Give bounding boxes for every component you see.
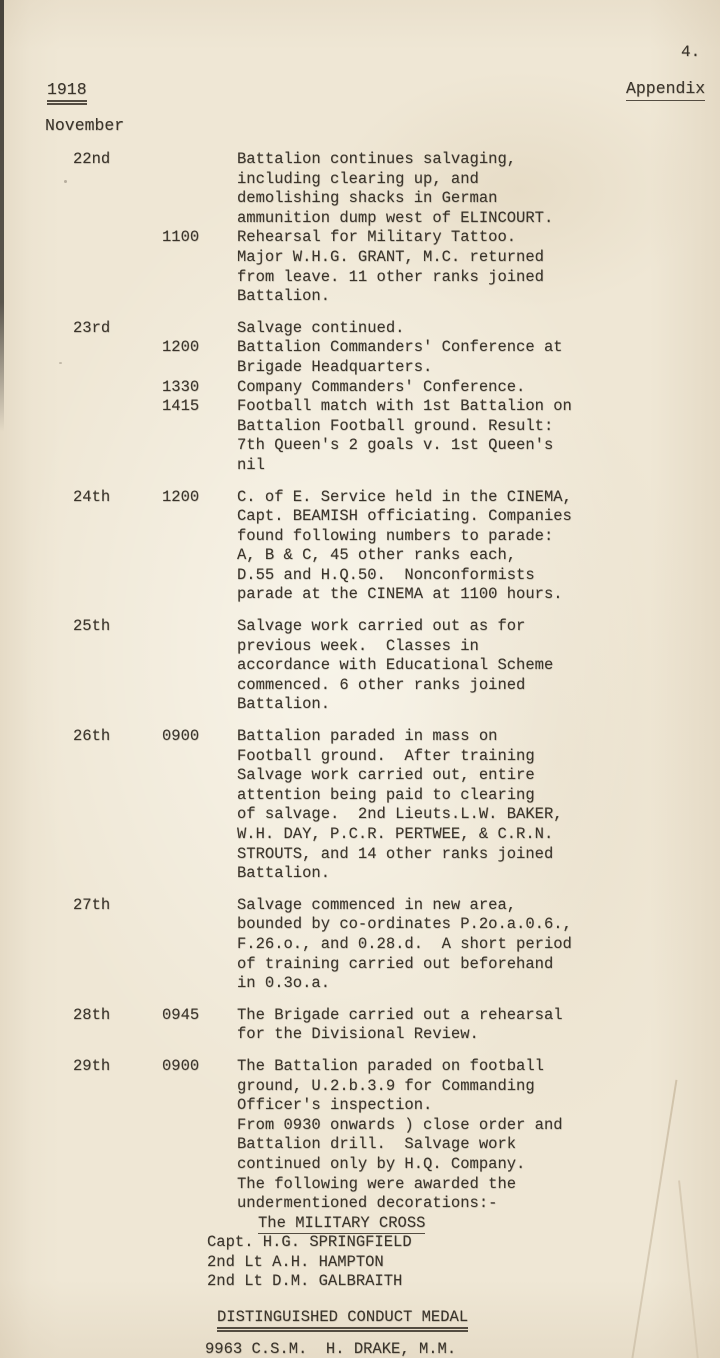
- diary-line: [237, 585, 720, 605]
- entry-lines: [237, 228, 720, 306]
- underlined-text: DISTINGUISHED CONDUCT MEDAL: [217, 1308, 468, 1332]
- day-label: 29th: [73, 1056, 111, 1075]
- text-segment: 9963 C.S.M. H. DRAKE,: [205, 1339, 419, 1358]
- day-label: 25th: [73, 617, 111, 636]
- diary-line: [237, 766, 720, 786]
- text-segment: Battalion Football ground. Result:: [237, 416, 554, 435]
- entry-item: [162, 378, 720, 398]
- time-label: 0945: [162, 1005, 200, 1024]
- text-segment: Capt. H.G. SPRINGFIELD: [207, 1233, 412, 1252]
- diary-entry: [0, 1006, 720, 1045]
- time-label: 1415: [162, 397, 200, 416]
- diary-line: [237, 150, 720, 170]
- appendix-heading: Appendix: [626, 79, 705, 101]
- diary-line: [237, 338, 720, 358]
- entry-items: [162, 1006, 720, 1045]
- month-heading: November: [45, 116, 125, 135]
- entry-items: [162, 319, 720, 476]
- entry-items: [162, 896, 720, 994]
- diary-line: [237, 695, 720, 715]
- text-segment: of training carried out beforehand: [237, 954, 554, 973]
- diary-entry: [0, 1057, 720, 1358]
- text-segment: for the Divisional Review.: [237, 1025, 479, 1044]
- diary-entry: [0, 896, 720, 994]
- year-heading: 1918: [47, 80, 87, 105]
- entry-lines: [237, 617, 720, 715]
- underlined-text: M.M.: [418, 1339, 457, 1358]
- text-segment: Salvage continued.: [237, 318, 405, 337]
- text-segment: continued only by H.Q. Company.: [237, 1154, 526, 1173]
- diary-line: [237, 1057, 720, 1077]
- time-label: 1200: [162, 487, 200, 506]
- diary-line: [237, 825, 720, 845]
- text-segment: from leave. 11 other ranks joined: [237, 267, 544, 286]
- diary-line: [237, 896, 720, 916]
- diary-entries: [0, 150, 720, 1358]
- text-segment: in 0.3o.a.: [237, 974, 331, 993]
- text-segment: D.55 and H.Q.50. Nonconformists: [237, 565, 535, 584]
- diary-line: [237, 228, 720, 248]
- diary-line: [237, 507, 720, 527]
- entry-lines: [205, 1056, 720, 1358]
- diary-line: [237, 488, 720, 508]
- text-segment: Battalion.: [237, 695, 331, 714]
- diary-entry: [0, 488, 720, 606]
- diary-line: [237, 656, 720, 676]
- text-segment: C. of E. Service held in the CINEMA,: [237, 487, 572, 506]
- text-segment: Major W.H.G. GRANT, M.C. returned: [237, 247, 544, 266]
- text-segment: demolishing shacks in German: [237, 189, 498, 208]
- diary-line: [237, 676, 720, 696]
- text-segment: Capt. BEAMISH officiating. Companies: [237, 507, 572, 526]
- entry-lines: [237, 896, 720, 994]
- entry-lines: [237, 338, 720, 377]
- diary-line: [237, 209, 720, 229]
- diary-line: [237, 637, 720, 657]
- text-segment: Battalion continues salvaging,: [237, 150, 517, 168]
- diary-line: [237, 378, 720, 398]
- text-segment: bounded by co-ordinates P.2o.a.0.6.,: [237, 915, 572, 934]
- text-segment: Salvage work carried out as for: [237, 617, 526, 636]
- text-segment: of salvage. 2nd Lieuts.L.W. BAKER,: [237, 805, 563, 824]
- text-segment: A, B & C, 45 other ranks each,: [237, 546, 517, 565]
- text-segment: attention being paid to clearing: [237, 785, 535, 804]
- diary-entry: [0, 617, 720, 715]
- page-number: 4.: [681, 43, 701, 61]
- entry-item: [162, 228, 720, 306]
- entry-item: [162, 338, 720, 377]
- diary-line: [237, 1135, 720, 1155]
- diary-line: [237, 845, 720, 865]
- diary-line: [237, 864, 720, 884]
- day-label: 26th: [73, 727, 111, 746]
- entry-items: [162, 150, 720, 307]
- diary-line: [237, 456, 720, 476]
- diary-line: [237, 1006, 720, 1026]
- day-label: 23rd: [73, 318, 111, 337]
- entry-item: [162, 617, 720, 715]
- diary-line: [258, 1214, 720, 1234]
- text-segment: F.26.o., and 0.28.d. A short period: [237, 934, 572, 953]
- diary-line: [237, 1096, 720, 1116]
- diary-line: [237, 915, 720, 935]
- diary-line: [237, 1077, 720, 1097]
- diary-line: [237, 287, 720, 307]
- entry-item: [162, 150, 720, 228]
- diary-line: [237, 747, 720, 767]
- text-segment: parade at the CINEMA at 1100 hours.: [237, 585, 563, 604]
- diary-line: [237, 189, 720, 209]
- diary-line: [237, 935, 720, 955]
- diary-entry: [0, 319, 720, 476]
- time-label: 1330: [162, 377, 200, 396]
- entry-lines: [237, 319, 720, 339]
- text-segment: Football ground. After training: [237, 746, 535, 765]
- text-segment: Battalion.: [237, 864, 331, 883]
- text-segment: Officer's inspection.: [237, 1096, 433, 1115]
- day-label: 24th: [73, 487, 111, 506]
- entry-item: [162, 896, 720, 994]
- diary-line: [207, 1272, 720, 1292]
- time-label: 1200: [162, 338, 200, 357]
- text-segment: found following numbers to parade:: [237, 526, 554, 545]
- diary-line: [237, 617, 720, 637]
- diary-line: [237, 268, 720, 288]
- diary-entry: [0, 150, 720, 307]
- text-segment: 7th Queen's 2 goals v. 1st Queen's: [237, 436, 554, 455]
- entry-item: [162, 319, 720, 339]
- diary-line: [217, 1308, 720, 1328]
- text-segment: Battalion.: [237, 287, 331, 306]
- diary-line: [237, 805, 720, 825]
- text-segment: STROUTS, and 14 other ranks joined: [237, 844, 554, 863]
- entry-items: [162, 617, 720, 715]
- text-segment: accordance with Educational Scheme: [237, 656, 554, 675]
- text-segment: commenced. 6 other ranks joined: [237, 675, 526, 694]
- underlined-text: The MILITARY CROSS: [258, 1213, 426, 1232]
- text-segment: Football match with 1st Battalion on: [237, 397, 572, 416]
- text-segment: The Brigade carried out a rehearsal: [237, 1005, 563, 1024]
- text-segment: Salvage commenced in new area,: [237, 895, 517, 914]
- time-label: 0900: [162, 727, 200, 746]
- diary-line: [237, 1025, 720, 1045]
- day-label: 22nd: [73, 150, 111, 168]
- diary-line: [237, 974, 720, 994]
- text-segment: Brigade Headquarters.: [237, 357, 433, 376]
- entry-items: [162, 727, 720, 884]
- text-segment: The following were awarded the: [237, 1174, 517, 1193]
- entry-item: [162, 397, 720, 475]
- day-label: 27th: [73, 895, 111, 914]
- diary-entry: [0, 727, 720, 884]
- text-segment: Battalion paraded in mass on: [237, 727, 498, 746]
- entry-lines: [237, 1006, 720, 1045]
- text-segment: 2nd Lt D.M. GALBRAITH: [207, 1272, 403, 1291]
- diary-line: [237, 1155, 720, 1175]
- time-label: 1100: [162, 228, 200, 247]
- entry-item: [162, 1006, 720, 1045]
- diary-line: [237, 397, 720, 417]
- diary-line: [237, 1116, 720, 1136]
- text-segment: undermentioned decorations:-: [237, 1194, 498, 1213]
- text-segment: Salvage work carried out, entire: [237, 766, 535, 785]
- entry-lines: [237, 378, 720, 398]
- text-segment: W.H. DAY, P.C.R. PERTWEE, & C.R.N.: [237, 825, 554, 843]
- entry-lines: [237, 150, 720, 228]
- text-segment: ammunition dump west of ELINCOURT.: [237, 208, 554, 227]
- text-segment: Battalion drill. Salvage work: [237, 1135, 517, 1154]
- entry-lines: [237, 727, 720, 884]
- text-segment: including clearing up, and: [237, 169, 479, 188]
- entry-item: [162, 727, 720, 884]
- text-segment: Battalion Commanders' Conference at: [237, 338, 563, 357]
- text-segment: The Battalion paraded on football: [237, 1056, 544, 1075]
- diary-line: [237, 1175, 720, 1195]
- text-segment: previous week. Classes in: [237, 636, 479, 655]
- diary-line: [205, 1340, 720, 1358]
- text-segment: Rehearsal for Military Tattoo.: [237, 228, 517, 247]
- text-segment: Company Commanders' Conference.: [237, 377, 526, 396]
- text-segment: 2nd Lt A.H. HAMPTON: [207, 1252, 384, 1271]
- text-segment: nil: [237, 455, 265, 474]
- diary-line: [237, 417, 720, 437]
- day-label: 28th: [73, 1005, 111, 1024]
- diary-line: [237, 319, 720, 339]
- diary-line: [237, 566, 720, 586]
- diary-line: [207, 1233, 720, 1253]
- diary-line: [237, 527, 720, 547]
- diary-line: [237, 546, 720, 566]
- text-segment: ground, U.2.b.3.9 for Commanding: [237, 1076, 535, 1095]
- diary-line: [207, 1253, 720, 1273]
- diary-line: [237, 786, 720, 806]
- entry-items: [162, 1057, 720, 1358]
- entry-items: [162, 488, 720, 606]
- text-segment: From 0930 onwards ) close order and: [237, 1115, 563, 1134]
- diary-line: [237, 436, 720, 456]
- diary-line: [237, 727, 720, 747]
- entry-item: [162, 488, 720, 606]
- diary-line: [237, 248, 720, 268]
- entry-lines: [237, 488, 720, 606]
- entry-lines: [237, 397, 720, 475]
- diary-line: [237, 1194, 720, 1214]
- time-label: 0900: [162, 1056, 200, 1075]
- entry-item: [162, 1057, 720, 1358]
- diary-line: [237, 955, 720, 975]
- diary-line: [237, 358, 720, 378]
- diary-line: [237, 170, 720, 190]
